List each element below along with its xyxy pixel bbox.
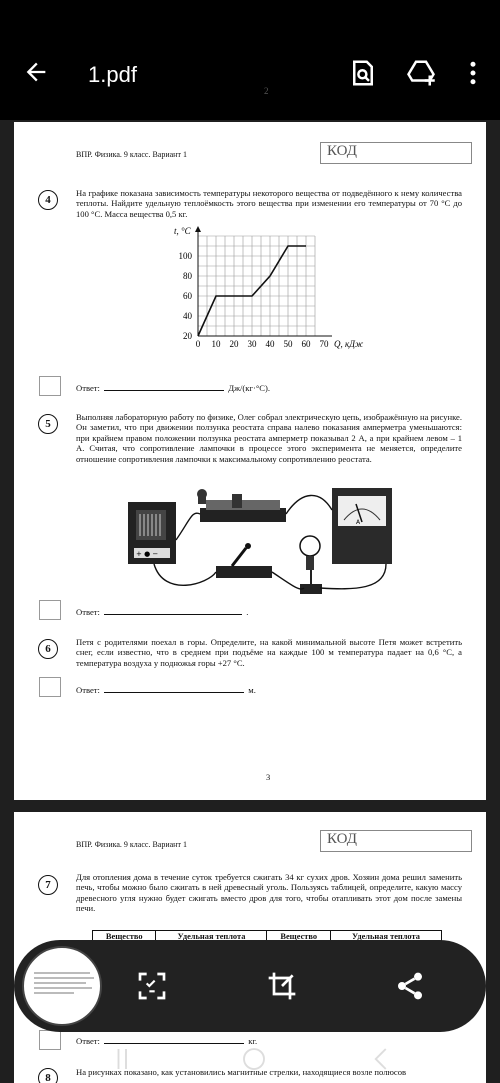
home-nav-icon[interactable]: [234, 1044, 274, 1074]
y-axis-label: t, °С: [174, 226, 191, 236]
answer-unit: Дж/(кг·°С).: [228, 383, 271, 393]
x-tick-label: 10: [211, 339, 221, 349]
table-header: Вещество: [267, 931, 330, 942]
lamp-icon: [300, 536, 322, 594]
back-arrow-icon[interactable]: [22, 58, 50, 86]
x-tick-label: 20: [229, 339, 239, 349]
answer-box-4[interactable]: [39, 376, 61, 396]
x-tick-label: 40: [265, 339, 275, 349]
y-tick-label: 60: [183, 291, 192, 301]
back-nav-icon[interactable]: [362, 1044, 402, 1074]
y-tick-label: 100: [178, 251, 192, 261]
answer-unit: м.: [248, 685, 256, 695]
circuit-illustration: [124, 480, 424, 604]
table-header: Вещество: [93, 931, 156, 942]
more-vert-icon[interactable]: [458, 58, 488, 88]
page-thumbnail[interactable]: [22, 946, 102, 1026]
power-supply-icon: [128, 502, 176, 564]
answer-unit: кг.: [248, 1036, 258, 1046]
x-tick-label: 60: [301, 339, 311, 349]
answer-unit: .: [246, 607, 249, 617]
answer-label: Ответ:: [76, 1036, 100, 1046]
question-number-4: 4: [38, 190, 58, 210]
x-axis-label: Q, кДж: [334, 339, 364, 349]
page-indicator: 2: [264, 86, 269, 96]
recents-nav-icon[interactable]: [106, 1044, 146, 1074]
share-icon[interactable]: [394, 970, 426, 1002]
answer-line-4: [76, 383, 270, 393]
ammeter-icon: [332, 488, 392, 564]
pdf-page-3: [14, 122, 486, 800]
app-bar: [0, 0, 500, 120]
answer-label: Ответ:: [76, 607, 100, 617]
y-axis-arrow: [195, 226, 201, 232]
page-header: ВПР. Физика. 9 класс. Вариант 1: [76, 840, 187, 849]
answer-label: Ответ:: [76, 383, 100, 393]
question-number-6: 6: [38, 639, 58, 659]
rheostat-icon: [197, 489, 286, 522]
y-tick-label: 80: [183, 271, 192, 281]
question-number-7: 7: [38, 875, 58, 895]
answer-box-7[interactable]: [39, 1030, 61, 1050]
x-tick-label: 50: [283, 339, 293, 349]
question-5-text: Выполняя лабораторную работу по физике, Олег собрал электрическую цепь, изображённую на рисунке. Он заметил, что при движении ползунка реостата справа налево показания амперметра уменьшаются: при крайнем правом положении ползунка реостата амперметр показывал 2 А, а при крайнем левом – 1 А. Считая, что сопротивление лампочки в процессе этого эксперимента не меняется, определите отношение сопротивления лампочки к максимальному сопротивлению реостата.: [76, 412, 462, 464]
question-4-text: На графике показана зависимость температуры некоторого вещества от подведённого к нему количества теплоты. Найдите удельную теплоёмкость этого вещества при изменении его температуры от 70 °С до 100 °С. Масса вещества 0,5 кг.: [76, 188, 462, 219]
x-tick-label: 70: [319, 339, 329, 349]
y-tick-label: 20: [183, 331, 192, 341]
scan-icon[interactable]: [136, 970, 168, 1002]
question-6-text: Петя с родителями поехал в горы. Определите, на какой минимальной высоте Петя может встретить снег, если известно, что в среднем при подъёме на каждые 100 м температура падает на 0,6 °С, а температура воздуха у подножья горы +27 °С.: [76, 637, 462, 668]
svg-text:A: A: [356, 519, 361, 526]
page-header: ВПР. Физика. 9 класс. Вариант 1: [76, 150, 187, 159]
answer-line-5: [76, 607, 248, 617]
temperature-heat-chart: [154, 222, 364, 364]
answer-line-7: [76, 1036, 257, 1046]
page-number: 3: [266, 772, 271, 782]
answer-box-5[interactable]: [39, 600, 61, 620]
add-to-drive-icon[interactable]: [406, 58, 436, 88]
question-number-5: 5: [38, 414, 58, 434]
answer-box-6[interactable]: [39, 677, 61, 697]
floating-action-bar: [14, 940, 486, 1032]
y-tick-label: 40: [183, 311, 192, 321]
question-8-text: На рисунках показано, как установились магнитные стрелки, находящиеся возле полюсов: [76, 1067, 407, 1077]
x-tick-label: 30: [247, 339, 257, 349]
search-in-document-icon[interactable]: [348, 58, 378, 88]
switch-icon: [216, 543, 272, 578]
table-header: Удельная теплота: [156, 931, 267, 942]
question-number-8: 8: [38, 1068, 58, 1083]
answer-label: Ответ:: [76, 685, 100, 695]
svg-text:+ ● −: + ● −: [136, 550, 159, 558]
kod-box: КОД: [320, 830, 472, 852]
document-title: 1.pdf: [88, 62, 137, 87]
x-tick-label: 0: [195, 339, 201, 349]
kod-box: КОД: [320, 142, 472, 164]
question-7-text: Для отопления дома в течение суток требуется сжигать 34 кг сухих дров. Хозяин дома решил заменить печь, чтобы можно было сжигать в ней древесный уголь. Пользуясь таблицей, определите, какую массу древесного угля нужно будет сжигать вместо дров для того, чтобы отапливать этот дом после замены печи.: [76, 872, 462, 914]
crop-edit-icon[interactable]: [266, 970, 298, 1002]
answer-line-6: [76, 685, 256, 695]
table-header: Удельная теплота: [330, 931, 441, 942]
